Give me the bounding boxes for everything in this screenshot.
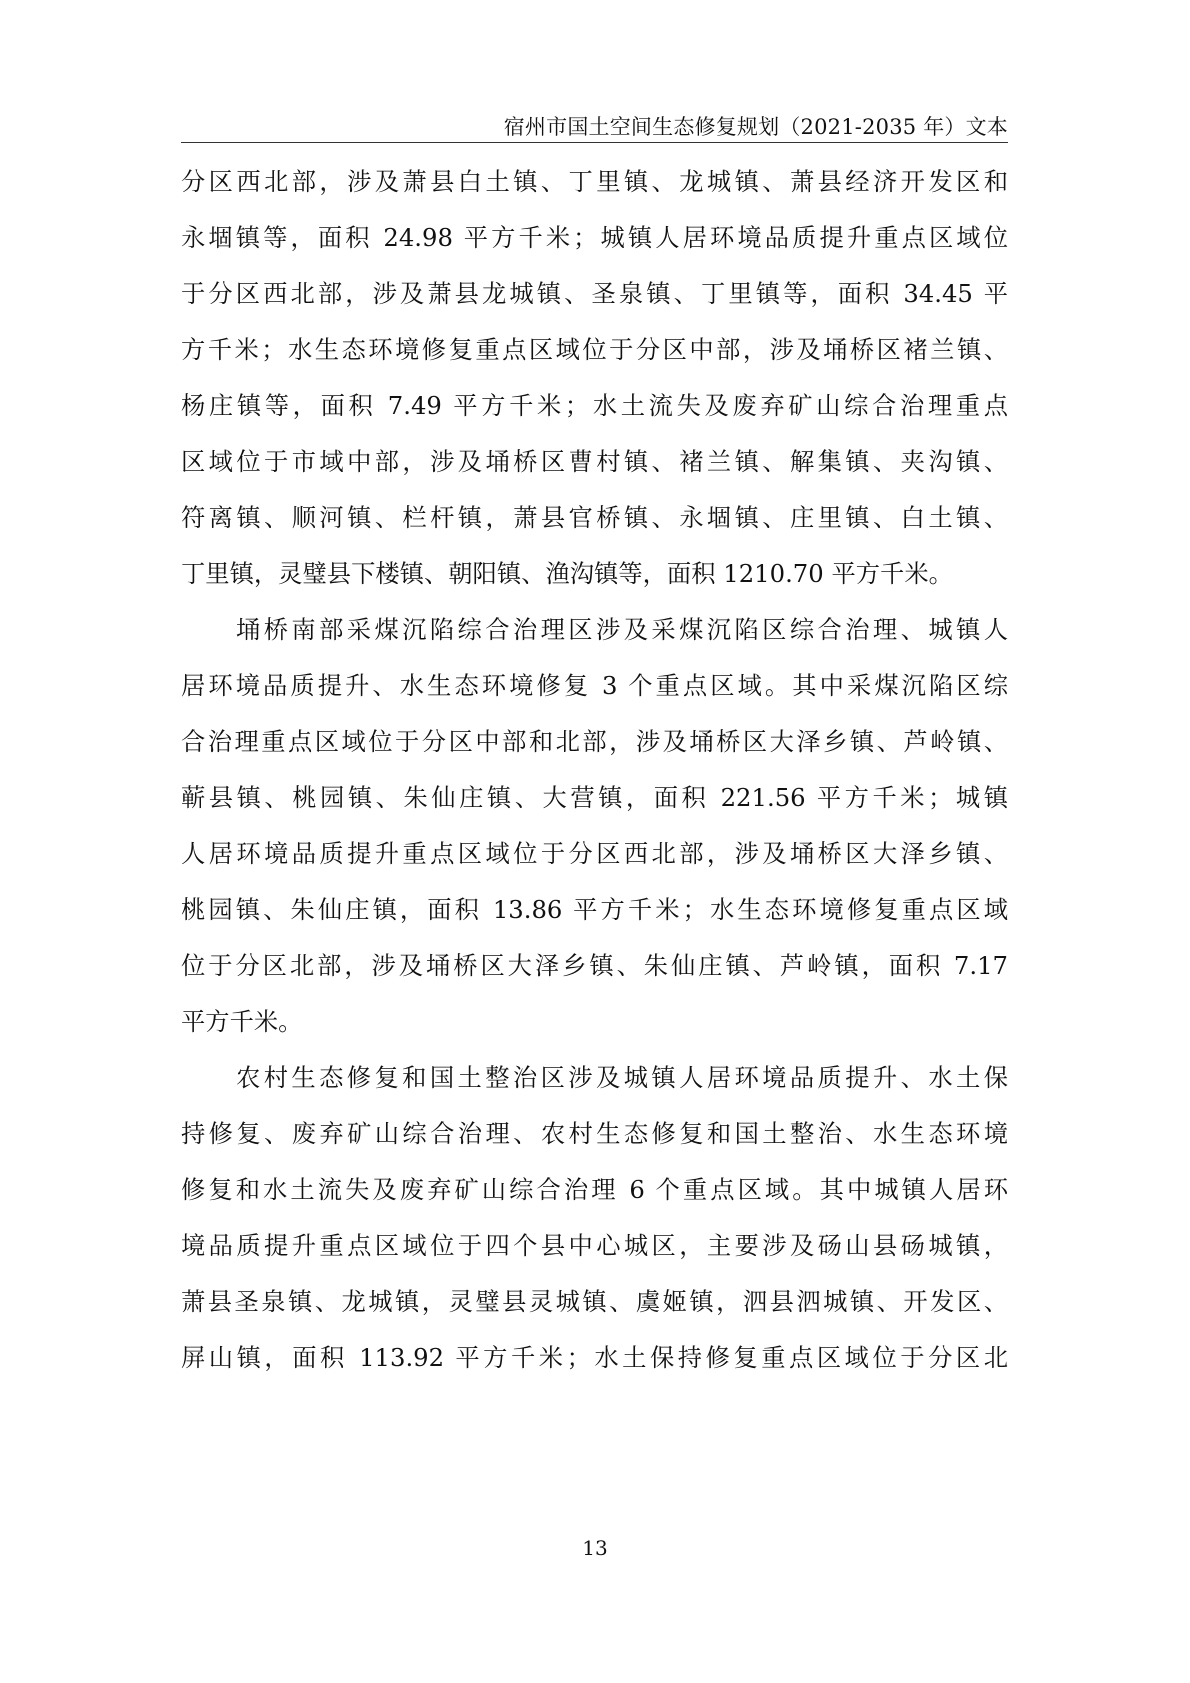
text-line: 位于分区北部，涉及埇桥区大泽乡镇、朱仙庄镇、芦岭镇，面积 7.17: [181, 951, 1008, 980]
text-line: 农村生态修复和国土整治区涉及城镇人居环境品质提升、水土保: [236, 1063, 1008, 1092]
text-line: 桃园镇、朱仙庄镇，面积 13.86 平方千米；水生态环境修复重点区域: [181, 895, 1008, 924]
text-line: 境品质提升重点区域位于四个县中心城区，主要涉及砀山县砀城镇，: [181, 1231, 1008, 1260]
text-line: 于分区西北部，涉及萧县龙城镇、圣泉镇、丁里镇等，面积 34.45 平: [181, 279, 1008, 308]
text-line: 分区西北部，涉及萧县白土镇、丁里镇、龙城镇、萧县经济开发区和: [181, 167, 1008, 196]
text-line: 修复和水土流失及废弃矿山综合治理 6 个重点区域。其中城镇人居环: [181, 1175, 1008, 1204]
text-line: 丁里镇，灵璧县下楼镇、朝阳镇、渔沟镇等，面积 1210.70 平方千米。: [181, 559, 953, 588]
text-line: 杨庄镇等，面积 7.49 平方千米；水土流失及废弃矿山综合治理重点: [181, 391, 1008, 420]
page-header: [181, 114, 1008, 143]
text-line: 屏山镇，面积 113.92 平方千米；水土保持修复重点区域位于分区北: [181, 1343, 1008, 1372]
text-line: 平方千米。: [181, 1007, 303, 1036]
text-line: 人居环境品质提升重点区域位于分区西北部，涉及埇桥区大泽乡镇、: [181, 839, 1008, 868]
page-number: 13: [582, 1536, 608, 1560]
text-line: 符离镇、顺河镇、栏杆镇，萧县官桥镇、永堌镇、庄里镇、白土镇、: [181, 503, 1008, 532]
document-title: 宿州市国土空间生态修复规划（2021-2035 年）文本: [503, 115, 1008, 139]
text-line: 埇桥南部采煤沉陷综合治理区涉及采煤沉陷区综合治理、城镇人: [236, 615, 1008, 644]
text-line: 蕲县镇、桃园镇、朱仙庄镇、大营镇，面积 221.56 平方千米；城镇: [181, 783, 1008, 812]
text-line: 合治理重点区域位于分区中部和北部，涉及埇桥区大泽乡镇、芦岭镇、: [181, 727, 1008, 756]
text-line: 区域位于市域中部，涉及埇桥区曹村镇、褚兰镇、解集镇、夹沟镇、: [181, 447, 1008, 476]
text-line: 持修复、废弃矿山综合治理、农村生态修复和国土整治、水生态环境: [181, 1119, 1008, 1148]
body-text: [181, 154, 1008, 1386]
text-line: 方千米；水生态环境修复重点区域位于分区中部，涉及埇桥区褚兰镇、: [181, 335, 1008, 364]
text-line: 永堌镇等，面积 24.98 平方千米；城镇人居环境品质提升重点区域位: [181, 223, 1008, 252]
text-line: 萧县圣泉镇、龙城镇，灵璧县灵城镇、虞姬镇，泗县泗城镇、开发区、: [181, 1287, 1008, 1316]
text-line: 居环境品质提升、水生态环境修复 3 个重点区域。其中采煤沉陷区综: [181, 671, 1008, 700]
